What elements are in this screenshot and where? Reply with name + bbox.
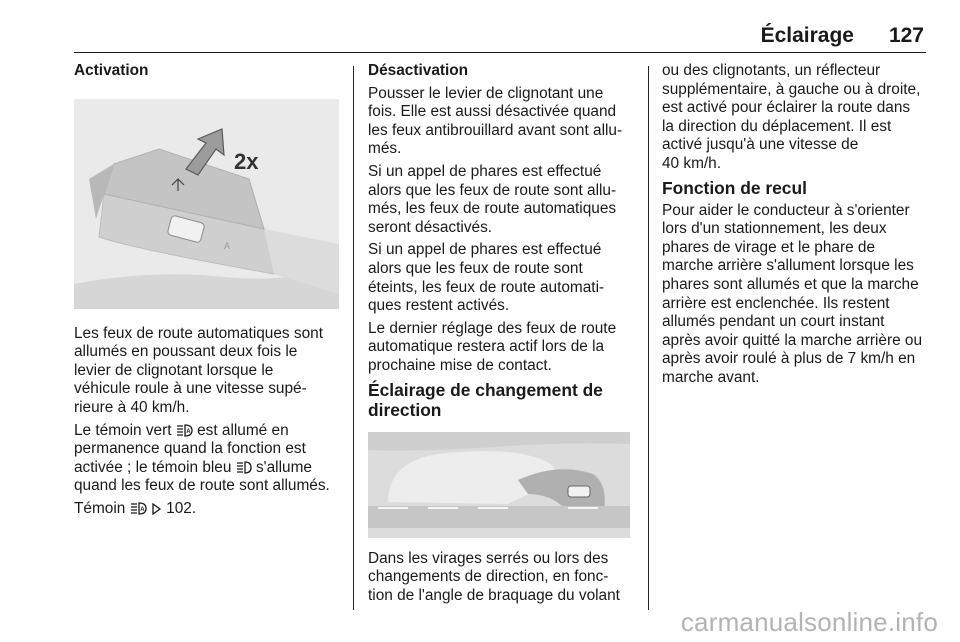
svg-text:A: A bbox=[139, 507, 145, 514]
auto-high-beam-icon bbox=[130, 502, 147, 515]
deactivation-heading: Désactivation bbox=[368, 62, 469, 79]
activation-heading: Activation bbox=[74, 62, 149, 79]
high-beam-icon bbox=[236, 461, 252, 474]
watermark: carmanualsonline.info bbox=[680, 607, 938, 637]
column-1 bbox=[74, 62, 342, 523]
svg-text:A: A bbox=[224, 240, 231, 251]
turn-signal-lever-illustration bbox=[74, 99, 339, 309]
figure-label-2x: 2x bbox=[234, 148, 259, 174]
activation-paragraph-3: Témoin A 102. bbox=[74, 499, 197, 517]
deactivation-paragraph-3: Si un appel de phares est effectué alors que les feux de route sont éteints, les feux de route automati- ques restent activés. bbox=[368, 241, 605, 315]
svg-text:A: A bbox=[186, 428, 191, 435]
column-divider-2 bbox=[648, 66, 649, 610]
activation-paragraph-1: Les feux de route automatiques sont allumés en poussant deux fois le levier de clignotant lorsque le véhicule roule à une vitesse supé- rieure à 40 km/h. bbox=[74, 324, 323, 416]
reverse-function-heading: Fonction de recul bbox=[662, 177, 807, 198]
deactivation-paragraph-1: Pousser le levier de clignotant une fois. Elle est aussi désactivée quand les feux antibrouillard avant sont allu- més. bbox=[368, 84, 623, 158]
cornering-light-continued-paragraph: ou des clignotants, un réflecteur supplémentaire, à gauche ou à droite, est activé pour éclairer la route dans la direction du déplacement. Il est activé jusqu'à une vitesse de 40 km/h. bbox=[662, 62, 921, 172]
cornering-light-heading: Éclairage de changement de direction bbox=[368, 379, 603, 420]
page-header bbox=[74, 22, 926, 53]
reverse-function-paragraph: Pour aider le conducteur à s'orienter lors d'un stationnement, les deux phares de virage et le phare de marche arrière s'allument lorsque les phares sont allumés et que la marche arrière est enclenchée. Ils restent allumés pendant un court instant après avoir quitté la marche arrière ou après avoir roulé à plus de 7 km/h en marche avant. bbox=[662, 201, 923, 386]
deactivation-paragraph-4: Le dernier réglage des feux de route automatique restera actif lors de la prochaine mise de contact. bbox=[368, 319, 617, 374]
cornering-light-paragraph: Dans les virages serrés ou lors des changements de direction, en fonc- tion de l'angle de braquage du volant bbox=[368, 549, 620, 604]
column-2 bbox=[368, 62, 632, 609]
auto-high-beam-icon bbox=[176, 424, 193, 437]
page-reference-arrow-icon[interactable] bbox=[151, 503, 162, 515]
page-reference-link[interactable]: 102. bbox=[161, 499, 197, 517]
deactivation-paragraph-2: Si un appel de phares est effectué alors que les feux de route sont allu- més, les feux de route automatiques seront désactivés. bbox=[368, 162, 617, 236]
page-number: 127 bbox=[888, 24, 924, 47]
cornering-light-illustration bbox=[368, 432, 630, 538]
activation-paragraph-2: Le témoin vert A est allumé en permanence quand la fonction est activée ; le témoin bleu s'allume quand les feux de route sont allumés. bbox=[74, 421, 330, 495]
page-title: Éclairage bbox=[760, 24, 854, 47]
column-divider-1 bbox=[353, 66, 354, 610]
column-3 bbox=[662, 62, 928, 392]
